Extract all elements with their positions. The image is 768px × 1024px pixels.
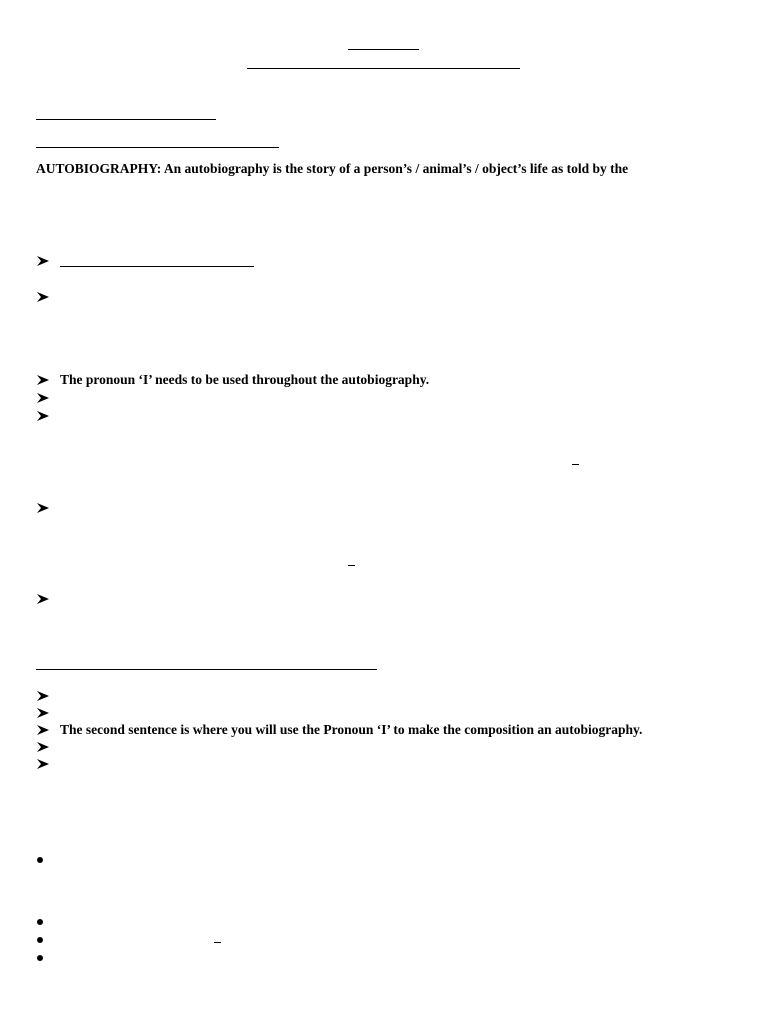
arrow-bullet-icon [37,292,49,302]
section-heading-underline [36,119,216,120]
arrow-bullet-icon [37,759,49,769]
subheading-underline [36,147,279,148]
round-bullet-icon [37,919,43,925]
definition-term: AUTOBIOGRAPHY: [36,161,162,176]
arrow-bullet-icon [37,256,49,266]
arrow-bullet-icon [37,594,49,604]
round-bullet-icon [37,955,43,961]
definition-text: An autobiography is the story of a person’s / animal’s / object’s life as told by the [163,161,629,176]
arrow-bullet-icon [37,708,49,718]
subtitle-underline [247,68,520,69]
features-heading-underline [60,266,254,267]
title-underline [348,49,419,50]
dash-mark [214,942,221,943]
round-bullet-icon [37,937,43,943]
dash-mark [348,565,355,566]
arrow-bullet-icon [37,411,49,421]
bullet-pronoun-text: The pronoun ‘I’ needs to be used throughout the autobiography. [60,372,430,387]
arrow-bullet-icon [37,725,49,735]
opening-heading-underline [36,669,377,670]
round-bullet-icon [37,857,43,863]
dash-mark [572,464,579,465]
arrow-bullet-icon [37,691,49,701]
arrow-bullet-icon [37,742,49,752]
bullet-second-sentence-text: The second sentence is where you will use the Pronoun ‘I’ to make the composition an autobiography. [60,722,643,737]
arrow-bullet-icon [37,393,49,403]
arrow-bullet-icon [37,503,49,513]
arrow-bullet-icon [37,375,49,385]
definition-line [36,161,628,177]
